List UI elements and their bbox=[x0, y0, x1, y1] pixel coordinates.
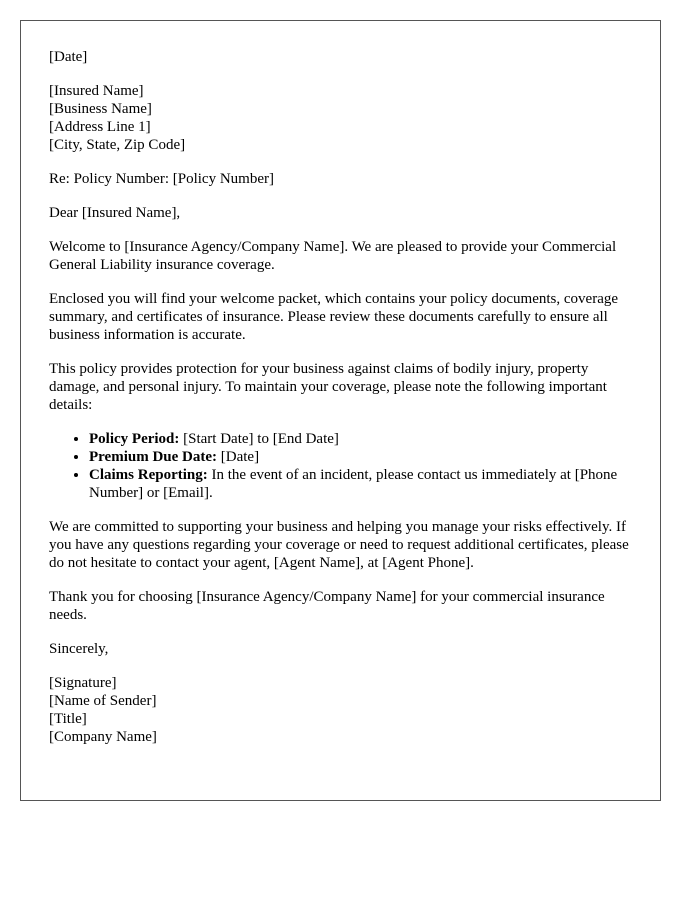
recipient-city: [City, State, Zip Code] bbox=[49, 137, 186, 153]
recipient-name: [Insured Name] bbox=[49, 83, 144, 99]
letter bbox=[20, 20, 661, 801]
list-item bbox=[89, 448, 632, 466]
body-paragraph: Enclosed you will find your welcome packet, which contains your policy documents, coverage summary, and certificates of insurance. Please review these documents carefully to ensure all business information is accurate. bbox=[49, 291, 619, 343]
detail-label: Policy Period: bbox=[89, 431, 180, 447]
body-paragraph: We are committed to supporting your business and helping you manage your risks effectively. If you have any questions regarding your coverage or need to request additional certificates, please do not hesitate to contact your agent, [Agent Name], at [Agent Phone]. bbox=[49, 519, 629, 571]
recipient-address bbox=[49, 82, 632, 154]
recipient-business: [Business Name] bbox=[49, 101, 152, 117]
sign-off: Sincerely, bbox=[49, 641, 109, 657]
detail-text: [Date] bbox=[217, 449, 260, 465]
sender-name: [Name of Sender] bbox=[49, 693, 157, 709]
detail-text: In the event of an incident, please contact us immediately at [Phone Number] or [Email]. bbox=[89, 467, 618, 501]
body-paragraph: Thank you for choosing [Insurance Agency/Company Name] for your commercial insurance needs. bbox=[49, 589, 605, 623]
list-item bbox=[89, 466, 632, 502]
salutation: Dear [Insured Name], bbox=[49, 205, 181, 221]
re-line: Re: Policy Number: [Policy Number] bbox=[49, 171, 274, 187]
sender-title: [Title] bbox=[49, 711, 87, 727]
details-list bbox=[49, 430, 632, 502]
signature-block bbox=[49, 674, 632, 746]
sender-company: [Company Name] bbox=[49, 729, 157, 745]
list-item bbox=[89, 430, 632, 448]
detail-label: Premium Due Date: bbox=[89, 449, 218, 465]
recipient-address-line: [Address Line 1] bbox=[49, 119, 151, 135]
body-paragraph: Welcome to [Insurance Agency/Company Name]. We are pleased to provide your Commercial General Liability insurance coverage. bbox=[49, 239, 617, 273]
detail-label: Claims Reporting: bbox=[89, 467, 208, 483]
body-paragraph: This policy provides protection for your business against claims of bodily injury, property damage, and personal injury. To maintain your coverage, please note the following important details: bbox=[49, 361, 607, 413]
signature: [Signature] bbox=[49, 675, 117, 691]
detail-text: [Start Date] to [End Date] bbox=[179, 431, 339, 447]
letter-date: [Date] bbox=[49, 49, 88, 65]
